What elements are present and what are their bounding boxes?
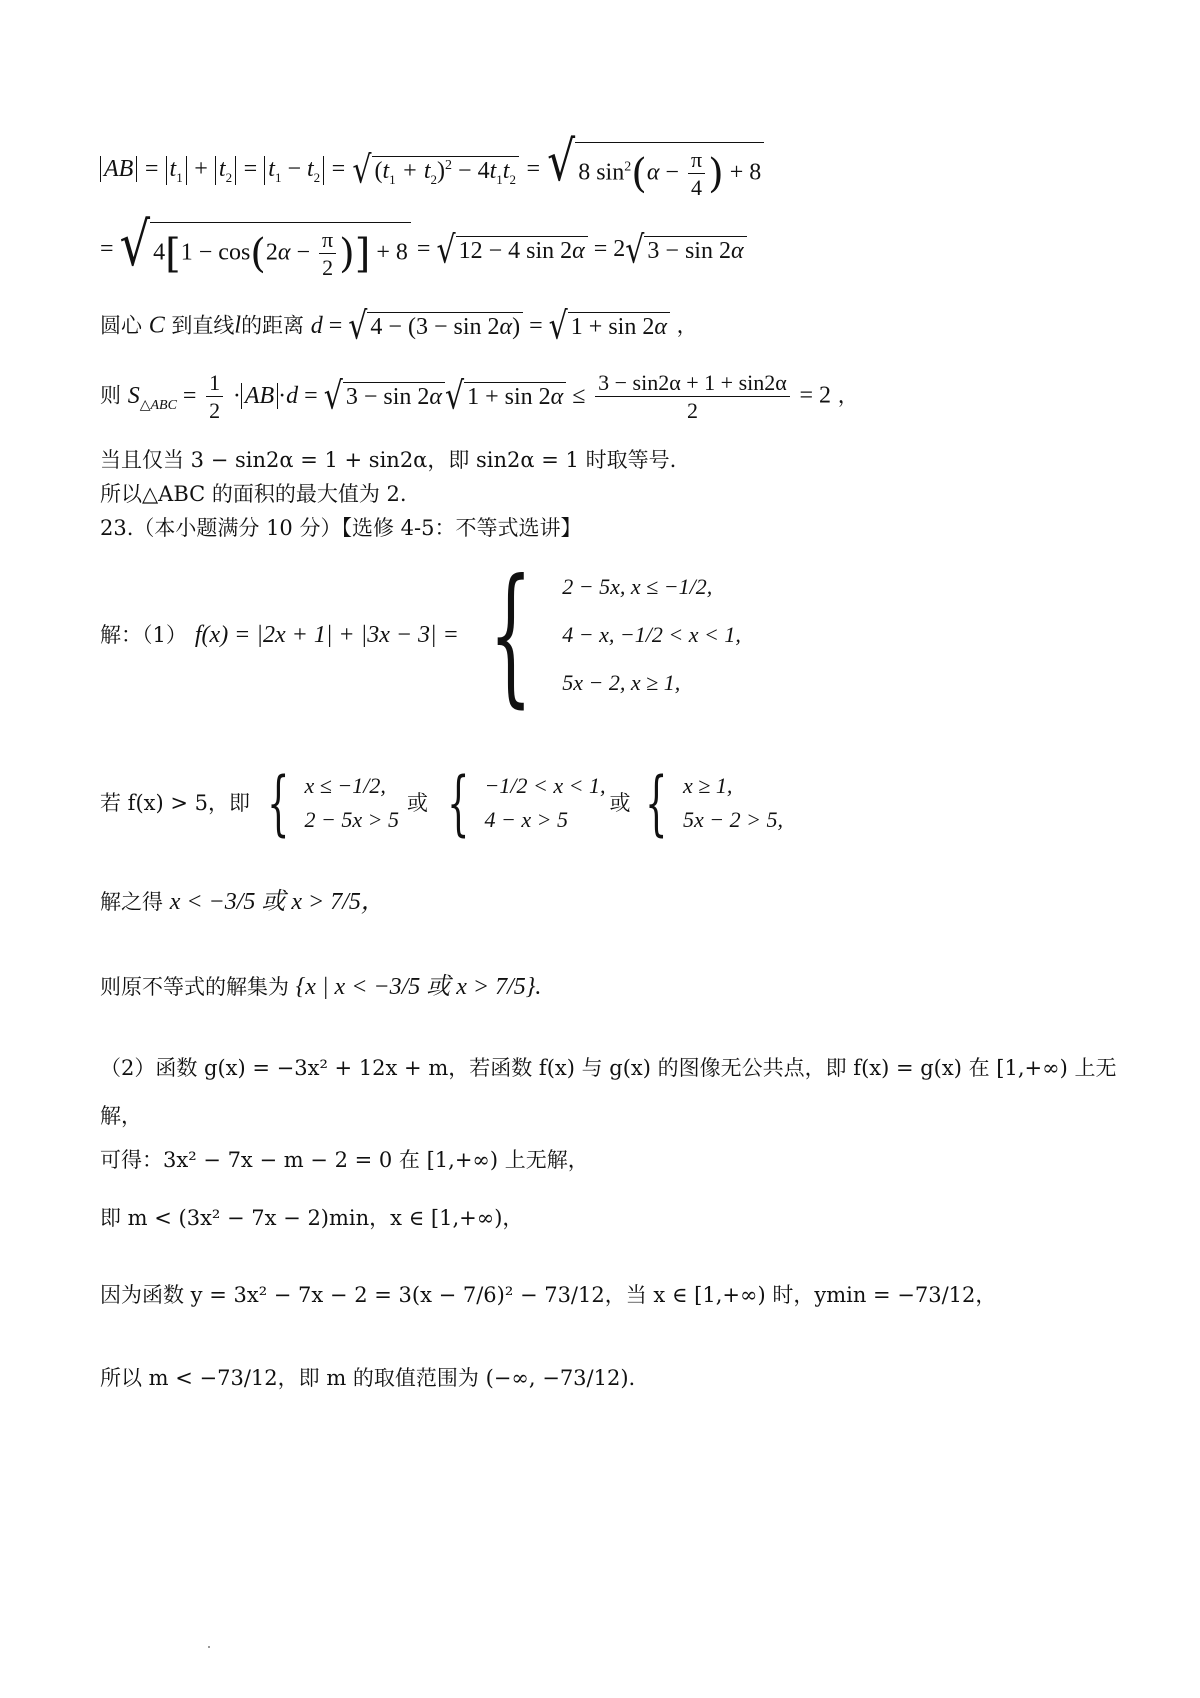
part2-line-3: 可得：3x² − 7x − m − 2 = 0 在 [1,+∞) 上无解， <box>100 1148 589 1172</box>
ab-length-line-1: AB = $t_1 + t_2 = t_1 - t_2$ = √ $(t_1 + t_2)^2 - 4t_1t_2$ = √ 8 $\sin^2(\alpha$ − $\frac{\pi}{4}$ ) + 8 <box>100 142 764 199</box>
pi-numerator: π <box>688 149 705 174</box>
part1-piecewise: 解：（1） f(x) = |2x + 1| + |3x − 3| = { 2 − 5x, x ≤ −1/2, 4 − x, −1/2 < x < 1, 5x − 2, x ≥ 1, <box>100 548 741 722</box>
part2-line-5: 因为函数 y = 3x² − 7x − 2 = 3(x − 7/6)² − 73/12，当 x ∈ [1,+∞) 时，ymin = −73/12， <box>100 1283 997 1307</box>
question-23-header: 23.（本小题满分 10 分）【选修 4-5：不等式选讲】 <box>100 516 582 540</box>
distance-line: 圆心 C 到直线l的距离 d = √ 4 − (3 − sin 2α) = √ 1 + sin 2α ， <box>100 304 698 349</box>
case-3: 5x − 2, x ≥ 1, <box>562 670 681 695</box>
equality-condition-line: 当且仅当 3 − sin2α = 1 + sin2α，即 sin2α = 1 时取等号. <box>100 448 677 472</box>
area-line: 则 $S_{\triangle ABC}$ = $\frac{1}{2}$ · AB ·d = √ 3 − sin 2α √ 1 + sin 2α ≤ $\frac{3 - \sin 2\alpha + 1 + \sin 2\alpha}{2}$ = 2 ， <box>100 370 859 423</box>
part2-line-2: 解， <box>100 1104 142 1128</box>
part2-line-1: （2）函数 g(x) = −3x² + 12x + m，若函数 f(x) 与 g(x) 的图像无公共点，即 f(x) = g(x) 在 [1,+∞) 上无 <box>100 1056 1117 1080</box>
max-area-line: 所以△ABC 的面积的最大值为 2. <box>100 482 407 506</box>
case-1: 2 − 5x, x ≤ −1/2, <box>562 574 713 599</box>
part2-line-6: 所以 m < −73/12，即 m 的取值范围为 (−∞, −73/12). <box>100 1366 636 1390</box>
inequality-systems-line: 若 f(x) > 5，即 { x ≤ −1/2, 2 − 5x > 5 或 { −1/2 < x < 1, 4 − x > 5 或 { x ≥ 1, 5x − 2 > 5, <box>100 762 783 844</box>
page-dot <box>208 1646 210 1648</box>
ab-length-line-2: = √ 4[1 − cos(2α − $\frac{\pi}{2}$ )] + 8 = √ 12 − 4 sin 2α = 2 √ 3 − sin 2α <box>100 222 747 279</box>
case-2: 4 − x, −1/2 < x < 1, <box>562 622 741 647</box>
part2-line-4: 即 m < (3x² − 7x − 2)min，x ∈ [1,+∞)， <box>100 1206 524 1230</box>
solution-line: 解之得 x < −3/5 或 x > 7/5， <box>100 889 385 915</box>
solution-set-line: 则原不等式的解集为 {x | x < −3/5 或 x > 7/5}. <box>100 974 542 1000</box>
